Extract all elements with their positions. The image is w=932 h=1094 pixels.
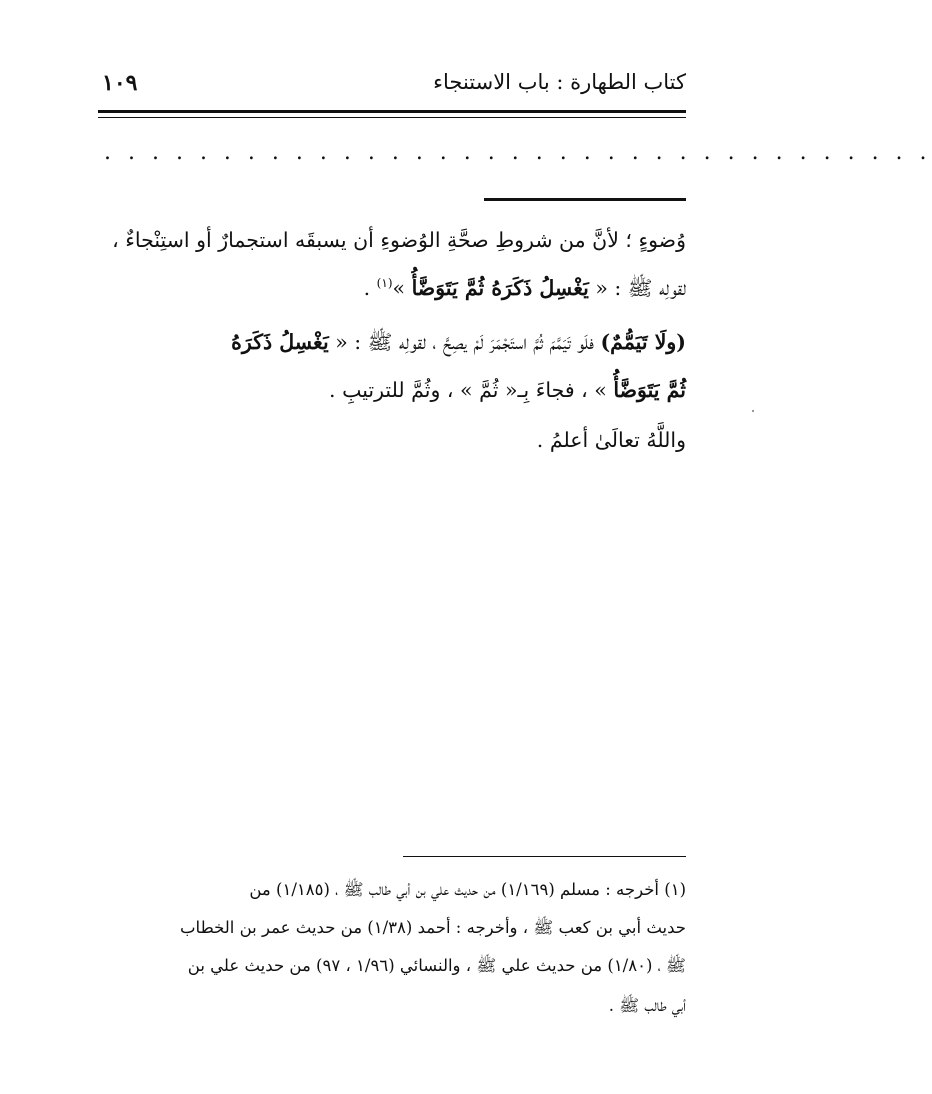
ellipsis-dots: . . . . . . . . . . . . . . . . . . . . . . . . . . . . . . . . . . . (104, 140, 932, 165)
body-line-3 (96, 330, 686, 360)
closing-line: واللَّهُ تعالَىٰ أعلمُ . (536, 428, 686, 452)
body-line-2-end: » (392, 276, 412, 300)
body-line-2-start: لقولِه ﷺ : « (588, 276, 686, 300)
footnote-marker: (١) (376, 276, 393, 291)
footnote-line-1: (١) أخرجه : مسلم (١/١٦٩) من حديث علي بن أبي طالب ﷺ ، (١/١٨٥) من (249, 880, 686, 899)
section-divider (484, 198, 686, 201)
footnote-line-3: ﷺ ، (١/٨٠) من حديث علي ﷺ ، والنسائي (١/٩٦ ، ٩٧) من حديث علي بن (187, 956, 686, 975)
scan-speck (752, 410, 754, 412)
hadith-quote-part-2: ثُمَّ يَتَوَضَّأُ (613, 378, 686, 402)
body-line-1: وُضوءٍ ؛ لأنَّ من شروطِ صحَّةِ الوُضوءِ أن يسبقَه استجمارٌ أو استِنْجاءٌ ، (112, 228, 686, 252)
body-line-3-mid: فلَو تَيَمَّمَ ثُمَّ استَجْمَرَ لَمْ يصِحَّ ، لقولِه ﷺ : « (328, 330, 601, 354)
body-line-4 (96, 378, 686, 402)
page-number: ١٠٩ (102, 70, 138, 96)
footnote-line-4: أبي طالب ﷺ . (608, 996, 686, 1015)
hadith-quote-part-1: يَغْسِلُ ذَكَرَهُ (231, 330, 329, 354)
page-header (96, 66, 686, 106)
body-line-4-rest: » ، فجاءَ بِـ« ثُمَّ » ، وثُمَّ للترتيبِ . (329, 378, 614, 402)
header-rule-thick (98, 110, 686, 113)
running-title: كتاب الطهارة : باب الاستنجاء (433, 70, 686, 94)
body-line-2 (96, 276, 686, 306)
body-line-2-tail: . (363, 276, 377, 300)
header-rule-thin (98, 117, 686, 118)
matn-term: (ولَا تَيَمُّمٌ) (600, 330, 686, 354)
footnote-divider (403, 856, 686, 857)
hadith-quote: يَغْسِلُ ذَكَرَهُ ثُمَّ يَتَوَضَّأُ (411, 276, 589, 300)
footnote-line-2: حديث أبي بن كعب ﷺ ، وأخرجه : أحمد (١/٣٨) من حديث عمر بن الخطاب (180, 918, 686, 937)
